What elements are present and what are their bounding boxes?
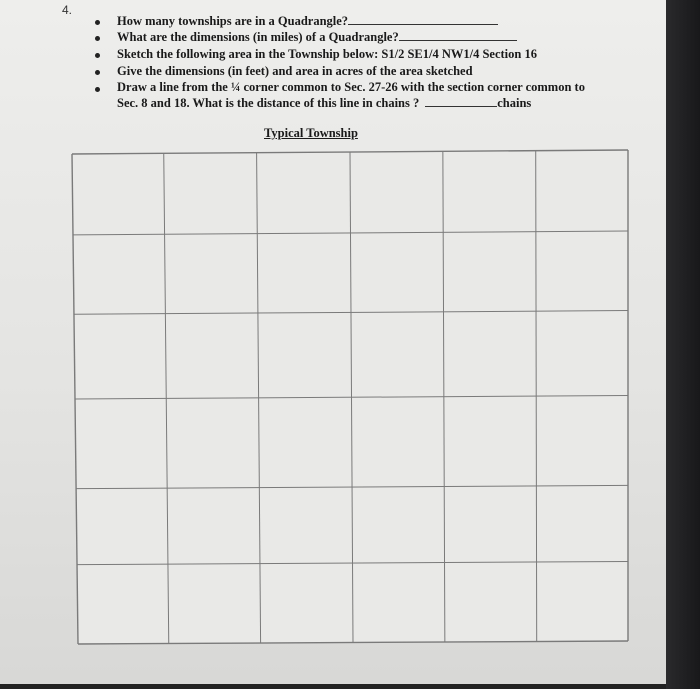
chains-label: chains xyxy=(497,96,532,110)
township-section-cell[interactable] xyxy=(257,233,351,313)
question-draw-line: Draw a line from the ¼ corner common to Sec. 27-26 with the section corner common to xyxy=(117,80,585,94)
township-section-cell[interactable] xyxy=(257,152,351,234)
grid-title: Typical Township xyxy=(264,126,358,140)
township-section-cell[interactable] xyxy=(443,232,536,312)
township-section-cell[interactable] xyxy=(165,234,258,314)
township-section-cell[interactable] xyxy=(73,234,165,314)
township-section-cell[interactable] xyxy=(72,153,165,235)
township-section-cell[interactable] xyxy=(166,398,259,488)
township-section-cell[interactable] xyxy=(352,397,445,487)
township-section-cell[interactable] xyxy=(444,311,537,396)
township-section-cell[interactable] xyxy=(259,397,352,487)
township-section-cell[interactable] xyxy=(444,396,537,486)
question-dimensions-and-area: Give the dimensions (in feet) and area in acres of the area sketched xyxy=(117,64,473,78)
question-number: 4. xyxy=(62,3,73,17)
township-section-cell[interactable] xyxy=(77,564,169,644)
township-section-cell[interactable] xyxy=(536,231,628,311)
desk-background xyxy=(666,0,700,689)
page-bottom-edge xyxy=(0,684,666,689)
township-section-cell[interactable] xyxy=(350,151,443,233)
township-section-cell[interactable] xyxy=(76,488,168,564)
township-section-cell[interactable] xyxy=(351,312,444,397)
township-section-cell[interactable] xyxy=(74,314,166,399)
township-section-cell[interactable] xyxy=(536,485,628,562)
township-section-cell[interactable] xyxy=(168,564,261,644)
township-section-cell[interactable] xyxy=(352,486,444,563)
township-section-cell[interactable] xyxy=(350,232,443,312)
township-section-cell[interactable] xyxy=(444,486,536,563)
question-text: What are the dimensions (in miles) of a Quadrangle? xyxy=(117,30,399,44)
township-section-cell[interactable] xyxy=(164,153,258,235)
question-sketch-area: Sketch the following area in the Township below: S1/2 SE1/4 NW1/4 Section 16 xyxy=(117,47,537,61)
township-section-cell[interactable] xyxy=(165,313,258,398)
township-section-cell[interactable] xyxy=(75,398,167,488)
township-section-cell[interactable] xyxy=(258,312,352,397)
township-section-cell[interactable] xyxy=(536,396,628,486)
township-section-cell[interactable] xyxy=(536,311,628,397)
township-section-cell[interactable] xyxy=(537,561,628,641)
township-section-cell[interactable] xyxy=(443,151,536,233)
township-section-cell[interactable] xyxy=(259,487,352,564)
township-section-cell[interactable] xyxy=(536,150,628,232)
question-text: How many townships are in a Quadrangle? xyxy=(117,14,349,28)
township-section-cell[interactable] xyxy=(445,562,537,642)
township-section-cell[interactable] xyxy=(167,488,260,565)
question-text: Sec. 8 and 18. What is the distance of this line in chains ? xyxy=(117,96,420,110)
township-section-cell[interactable] xyxy=(353,563,445,643)
township-section-cell[interactable] xyxy=(260,563,353,643)
